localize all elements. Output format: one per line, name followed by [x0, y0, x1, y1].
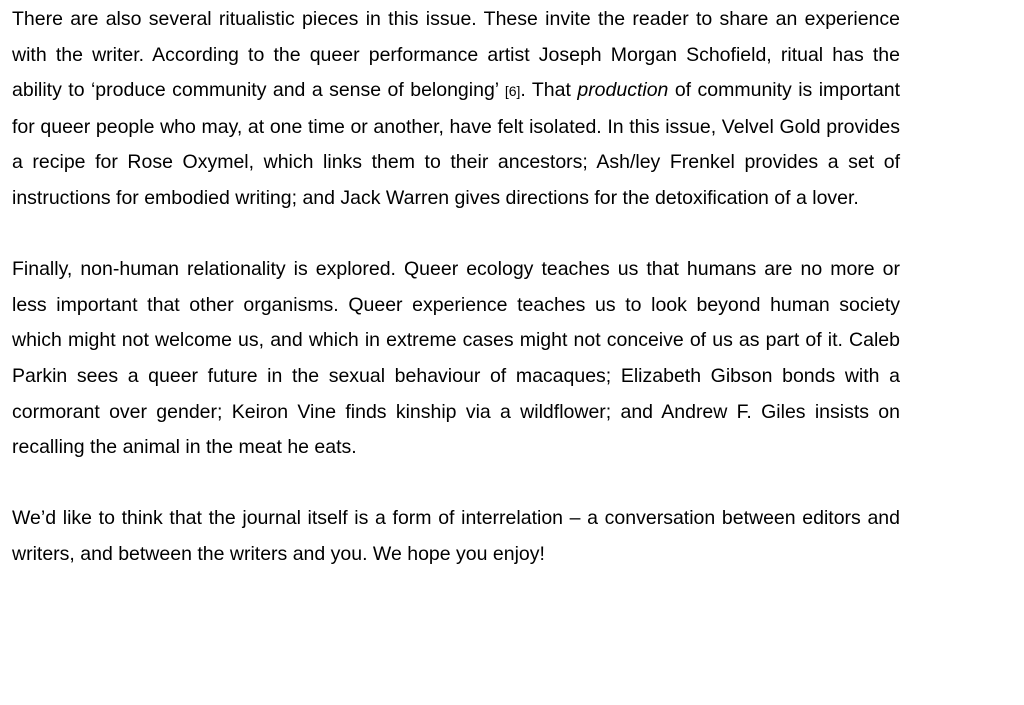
paragraph-non-human: Finally, non-human relationality is explored. Queer ecology teaches us that humans are no more or less important that other organisms. Queer experience teaches us to look beyond human society which might not welcome us, and which in extreme cases might not conceive of us as part of it. Caleb Parkin sees a queer future in the sexual behaviour of macaques; Elizabeth Gibson bonds with a cormorant over gender; Keiron Vine finds kinship via a wildflower; and Andrew F. Giles insists on recalling the animal in the meat he eats.: [12, 258, 900, 459]
emphasized-word: production: [577, 79, 669, 102]
paragraph-text: of community is important for queer people who may, at one time or another, have felt isolated. In this issue, Velvel Gold provides a recipe for Rose Oxymel, which links them to their ancestors; Ash/ley Frenkel provides a set of instructions for embodied writing; and Jack Warren gives directions for the detoxification of a lover.: [12, 79, 900, 209]
paragraph-closing: We’d like to think that the journal itself is a form of interrelation – a conversation between editors and writers, and between the writers and you. We hope you enjoy!: [12, 507, 900, 565]
citation-reference: [6]: [504, 83, 521, 100]
paragraph-ritual: [12, 2, 900, 217]
document-page: [12, 2, 900, 608]
paragraph-text: There are also several ritualistic pieces in this issue. These invite the reader to share an experience with the writer. According to the queer performance artist Joseph Morgan Schofield, ritual has the ability to ‘produce community and a sense of belonging’: [12, 8, 900, 102]
paragraph-text: . That: [520, 79, 578, 102]
